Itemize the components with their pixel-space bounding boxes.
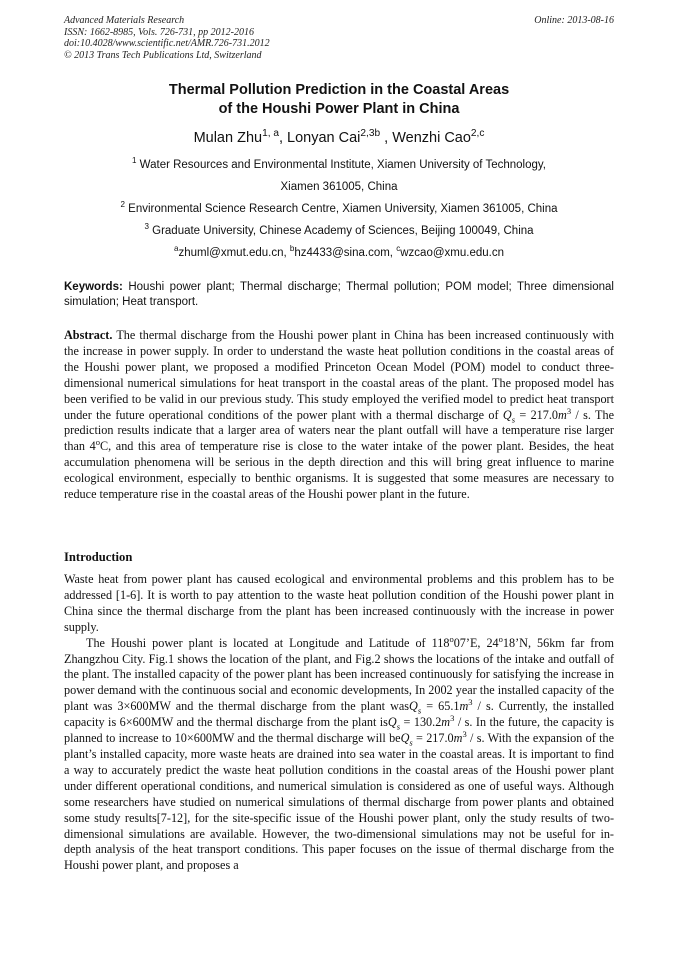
affiliation-number: 2 [120, 200, 125, 210]
paragraph-text: . Currently, the installed capacity is 6×600MW and the thermal discharge from the plant is [64, 699, 614, 730]
introduction-paragraph-2 [64, 633, 614, 875]
abstract [64, 328, 614, 503]
affiliation-text: Environmental Science Research Centre, Xiamen University, Xiamen 361005, China [128, 203, 558, 215]
affiliation-1 [64, 158, 614, 172]
author-name: Wenzhi Cao [392, 130, 471, 146]
affiliation-text: Graduate University, Chinese Academy of Sciences, Beijing 100049, China [152, 225, 534, 237]
introduction-body [64, 572, 614, 874]
issn-line: ISSN: 1662-8985, Vols. 726-731, pp 2012-2016 [64, 26, 254, 38]
paragraph-text: . In the future, the capacity is planned to increase to 10×600MW and the thermal discharge will be [64, 715, 614, 746]
keywords [64, 280, 614, 309]
email-address: wzcao@xmu.edu.cn [400, 247, 504, 259]
affiliation-2 [64, 202, 614, 216]
affiliation-text: Water Resources and Environmental Institute, Xiamen University of Technology, [139, 159, 546, 171]
author-separator: , [278, 130, 288, 146]
author-name: Mulan Zhu [193, 130, 263, 146]
journal-info [64, 15, 270, 61]
discharge-equation: $Q_s = 65.1m^3 / s$ [409, 697, 491, 716]
paragraph-text: 07’E, 24 [453, 635, 499, 650]
author-affiliation-mark: 1, a [262, 128, 279, 140]
title-line-2: of the Houshi Power Plant in China [218, 101, 460, 117]
author-separator: , [380, 130, 393, 146]
email-address: hz4433@sina.com, [294, 247, 394, 259]
degree-mark: o [449, 633, 454, 644]
paragraph-text: The Houshi power plant is located at Longitude and Latitude of 118 [86, 635, 450, 650]
discharge-equation: $Q_s = 217.0m^3 / s$ [400, 729, 482, 748]
author-list [64, 128, 614, 148]
section-heading-introduction: Introduction [64, 550, 133, 564]
discharge-equation: $Q_s = 130.2m^3 / s$ [387, 713, 470, 732]
email-mark: c [396, 244, 401, 254]
doi-line: doi:10.4028/www.scientific.net/AMR.726-731.2012 [64, 38, 270, 49]
degree-mark: o [95, 437, 100, 448]
keywords-text: Houshi power plant; Thermal discharge; Thermal pollution; POM model; Three dimensional simulation; Heat transport. [64, 281, 614, 308]
affiliation-3 [64, 224, 614, 238]
affiliation-number: 1 [131, 156, 137, 166]
author-affiliation-mark: 2,c [470, 128, 485, 140]
abstract-text: The thermal discharge from the Houshi power plant in China has been increased continuously with the increase in power supply. In order to understand the waste heat pollution conditions in the coastal areas of the Houshi power plant, we proposed a modified Princeton Ocean Model (POM) model to conduct three-dimensional numerical simulations for heat transport in the coastal areas of the plant. The proposed model has been verified to be valid in our previous study. This study employed the verified model to predict heat transport under the future operational conditions of the power plant with a thermal discharge of [64, 328, 614, 422]
abstract-text: C, and this area of temperature rise is close to the water intake of the power plant. Besides, the heat accumulation phenomena will be serious in the depth direction and this will bring great influence to marine ecological environment, especially to benthic organisms. It is suggested that some measures are necessary to reduce temperature rise in the coastal areas of the Houshi power plant in the future. [64, 439, 615, 502]
online-date: Online: 2013-08-16 [534, 15, 614, 26]
paper-title [64, 81, 614, 119]
paragraph-text: . With the expansion of the plant’s installed capacity, more waste heats are drained into sea water in the coastal areas. It is important to find a way to accurately predict the waste heat pollution conditions in the coastal areas of the Houshi power plant under different operational conditions, and numerical simulation is considered as one of useful ways. Although some researchers have studied on numerical simulations of thermal discharge from power plants and obtained some study results[7-12], for the site-specific issue of the Houshi power plant, only the study results of two-dimensional simulations are available. However, the two-dimensional simulations may not be useful for in-depth analysis of the heat transport conditions. This paper focuses on the issue of thermal discharge from the Houshi power plant, and proposes a [64, 731, 614, 873]
author-name: Lonyan Cai [287, 130, 361, 146]
affiliation-1-city: Xiamen 361005, China [280, 181, 398, 193]
author-affiliation-mark: 2,3b [360, 128, 381, 140]
abstract-label: Abstract. [64, 328, 113, 342]
email-mark: a [174, 244, 179, 254]
introduction-paragraph-1: Waste heat from power plant has caused ecological and environmental problems and this problem has to be addressed [1-6]. It is worth to pay attention to the waste heat pollution condition of the Houshi power plant in China since the thermal discharge from the plant has been increased continuously with the increase in power supply. [64, 572, 614, 634]
copyright-line: © 2013 Trans Tech Publications Ltd, Switzerland [64, 49, 262, 61]
keywords-label: Keywords: [64, 281, 123, 293]
degree-mark: o [498, 633, 503, 644]
email-list [64, 246, 614, 260]
email-address: zhuml@xmut.edu.cn, [178, 247, 287, 259]
paragraph-text: 18’N, 56km far from Zhangzhou City. Fig.1 shows the location of the plant, and Fig.2 shows the locations of the intake and outfall of the plant. The installed capacity of the power plant has been increased continuously for satisfying the increase in power demand with the continuous social and economic developments, In 2002 year the installed capacity of the plant was 3×600MW and the thermal discharge from the plant was [64, 635, 614, 714]
journal-name: Advanced Materials Research [64, 15, 185, 26]
email-mark: b [289, 244, 295, 254]
affiliation-number: 3 [144, 222, 149, 232]
discharge-equation: $Q_s = 217.0m^3 / s$ [502, 405, 588, 424]
abstract-text: . The prediction results indicate that a larger area of waters near the plant outfall will have a temperature rise larger than 4 [64, 407, 615, 454]
title-line-1: Thermal Pollution Prediction in the Coastal Areas [168, 82, 510, 98]
